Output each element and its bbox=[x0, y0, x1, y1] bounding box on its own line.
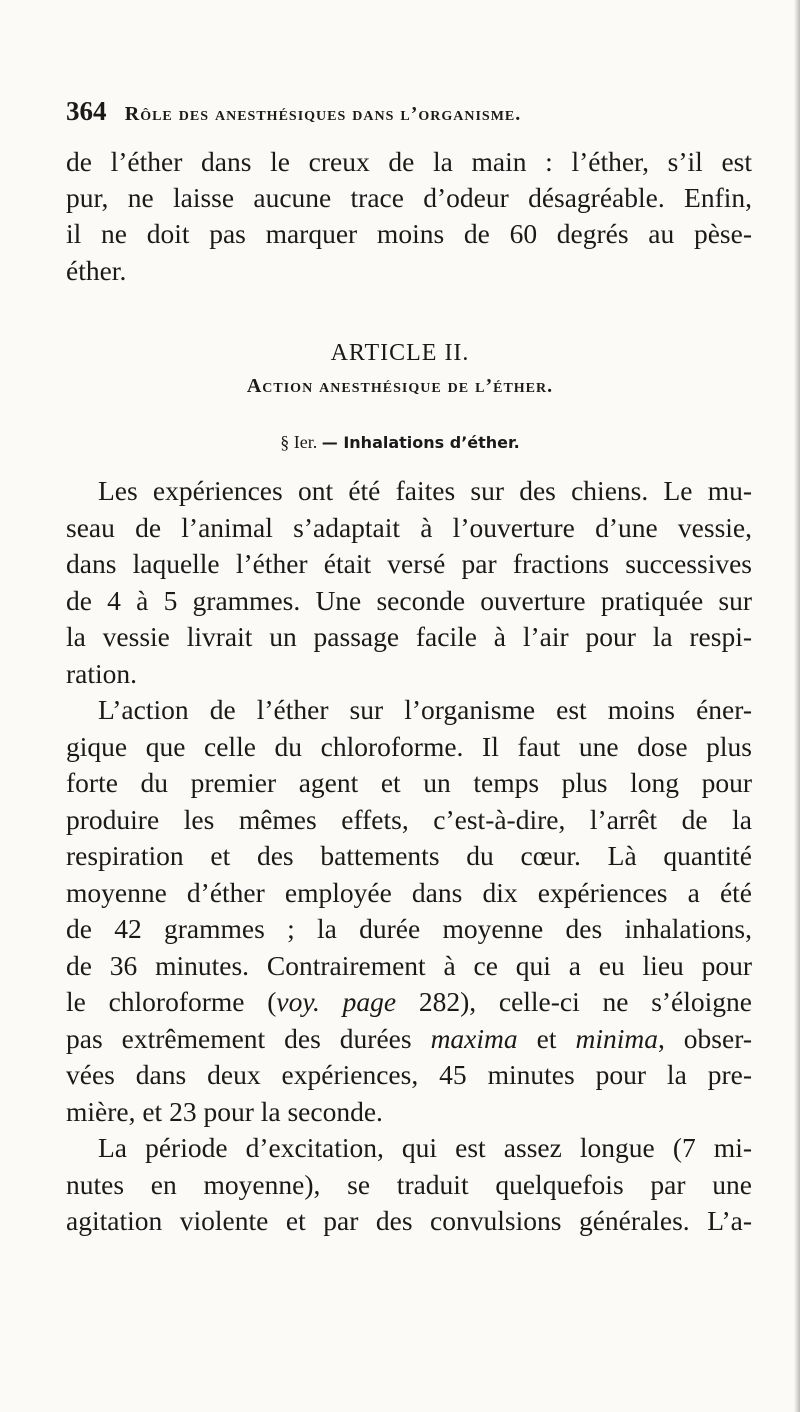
text-line: la vessie livrait un passage facile à l’air pour la respi- bbox=[66, 621, 752, 652]
text-span: 282), celle-ci ne s’éloigne bbox=[396, 986, 752, 1017]
text-line: de 36 minutes. Contrairement à ce qui a eu lieu pour bbox=[66, 950, 752, 981]
subsection-title bbox=[0, 432, 800, 453]
running-title: Rôle des anesthésiques dans l’organisme. bbox=[124, 103, 522, 125]
text-line: respiration et des battements du cœur. Là quantité bbox=[66, 840, 752, 871]
text-line bbox=[66, 985, 752, 1019]
text-line: mière, et 23 pour la seconde. bbox=[66, 1096, 383, 1127]
section-title: Action anesthésique de l’éther. bbox=[246, 375, 554, 397]
text-line: La période d’excitation, qui est assez longue (7 mi- bbox=[98, 1132, 752, 1163]
text-span: le chloroforme ( bbox=[66, 986, 277, 1017]
text-line: forte du premier agent et un temps plus long pour bbox=[66, 767, 752, 798]
text-span: , obser- bbox=[657, 1023, 752, 1054]
text-line: il ne doit pas marquer moins de 60 degrés au pèse- bbox=[66, 218, 752, 249]
italic-span: maxima bbox=[430, 1023, 518, 1054]
text-line: vées dans deux expériences, 45 minutes pour la pre- bbox=[66, 1059, 752, 1090]
text-line: gique que celle du chloroforme. Il faut une dose plus bbox=[66, 731, 752, 762]
text-span: et bbox=[517, 1023, 576, 1054]
subsection-heading: — Inhalations d’éther. bbox=[321, 433, 520, 452]
page-number: 364 bbox=[66, 96, 107, 126]
text-line: moyenne d’éther employée dans dix expériences a été bbox=[66, 877, 752, 908]
text-line: éther. bbox=[66, 255, 127, 286]
text-line: de l’éther dans le creux de la main : l’éther, s’il est bbox=[66, 146, 752, 177]
text-line: nutes en moyenne), se traduit quelquefois par une bbox=[66, 1169, 752, 1200]
italic-span: minima bbox=[575, 1023, 658, 1054]
text-line: de 42 grammes ; la durée moyenne des inhalations, bbox=[66, 913, 752, 944]
page-edge-shadow bbox=[794, 0, 800, 1412]
italic-span: voy. page bbox=[276, 986, 397, 1017]
text-line: ration. bbox=[66, 658, 138, 689]
article-title: ARTICLE II. bbox=[330, 340, 470, 366]
text-line: de 4 à 5 grammes. Une seconde ouverture pratiquée sur bbox=[66, 585, 752, 616]
text-line: produire les mêmes effets, c’est-à-dire, l’arrêt de la bbox=[66, 804, 752, 835]
text-line: agitation violente et par des convulsions générales. L’a- bbox=[66, 1205, 752, 1236]
text-line bbox=[66, 1022, 752, 1056]
text-line: dans laquelle l’éther était versé par fractions successives bbox=[66, 548, 752, 579]
text-span: pas extrêmement des durées bbox=[66, 1023, 431, 1054]
subsection-number: § Ier. bbox=[280, 432, 318, 452]
text-line: pur, ne laisse aucune trace d’odeur désagréable. Enfin, bbox=[66, 182, 752, 213]
text-line: seau de l’animal s’adaptait à l’ouverture d’une vessie, bbox=[66, 512, 752, 543]
page-header bbox=[66, 96, 756, 129]
text-line: L’action de l’éther sur l’organisme est moins éner- bbox=[98, 694, 752, 725]
text-line: Les expériences ont été faites sur des chiens. Le mu- bbox=[98, 475, 752, 506]
